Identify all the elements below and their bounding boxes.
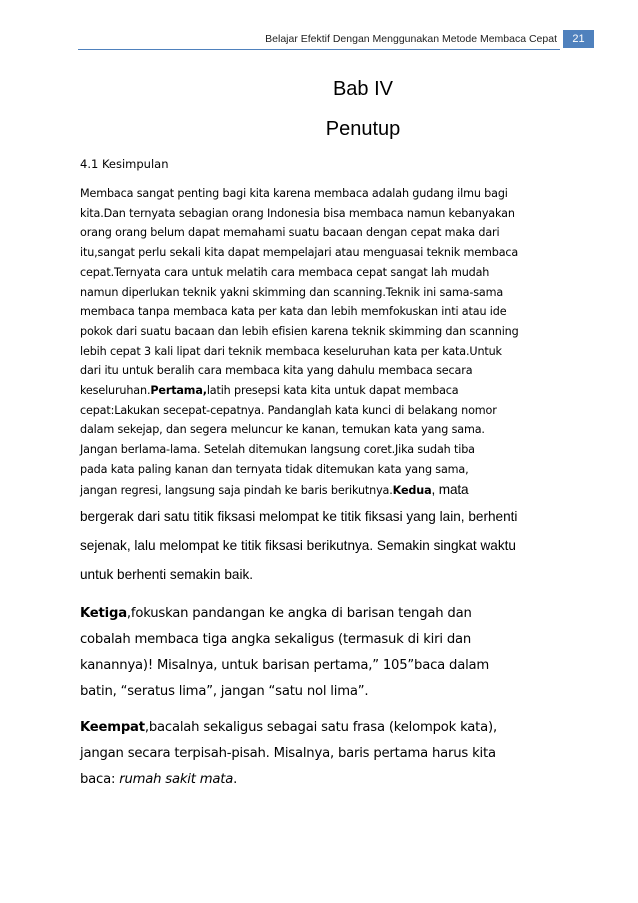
paragraph-text: latih presepsi kata kita untuk dapat membaca cepat:Lakukan secepat-cepatnya. Pandanglah kata kunci di belakang nomor dalam sekejap, dan segera meluncur ke kanan, temukan kata yang sama. Jangan berlama-lama. Setelah ditemukan langsung coret.Jika sudah tiba pada kata paling kanan dan ternyata tidak ditemukan kata yang sama, jangan regresi, langsung saja pindah ke baris berikutnya. [80, 384, 497, 497]
header-divider [78, 49, 560, 50]
page-header [0, 30, 638, 50]
paragraph-text: ,bacalah sekaligus sebagai satu frasa (kelompok kata), jangan secara terpisah-pisah. Misalnya, baris pertama harus kita baca: [80, 720, 497, 788]
paragraph-conclusion [80, 184, 572, 500]
section-heading: 4.1 Kesimpulan [80, 157, 169, 171]
paragraph-end: . [233, 772, 238, 788]
header-title: Belajar Efektif Dengan Menggunakan Metode Membaca Cepat [265, 33, 557, 45]
chapter-title: Penutup [325, 118, 401, 140]
page-number-badge: 21 [563, 30, 594, 48]
italic-example: rumah sakit mata [119, 772, 234, 788]
bold-term-pertama: Pertama, [150, 384, 207, 398]
bold-term-kedua: Kedua [392, 483, 432, 497]
paragraph-kedua: bergerak dari satu titik fiksasi melompat ke titik fiksasi yang lain, berhenti sejenak, lalu melompat ke titik fiksasi berikutnya. Semakin singkat waktu untuk berhenti semakin baik. [80, 509, 518, 583]
bold-term-keempat: Keempat [80, 720, 145, 736]
paragraph-keempat [80, 715, 580, 793]
bold-term-ketiga: Ketiga [80, 606, 127, 622]
paragraph-ketiga [80, 601, 580, 705]
chapter-number: Bab IV [332, 78, 394, 100]
paragraph-text: , mata [431, 481, 469, 497]
paragraph-text: Membaca sangat penting bagi kita karena membaca adalah gudang ilmu bagi kita.Dan ternyata sebagian orang Indonesia bisa membaca namun kebanyakan orang orang belum dapat memahami suatu bacaan dengan cepat maka dari itu,sangat perlu sekali kita dapat mempelajari atau menguasai teknik membaca cepat.Ternyata cara untuk melatih cara membaca cepat sangat lah mudah namun diperlukan teknik yakni skimming dan scanning.Teknik ini sama-sama membaca tanpa membaca kata per kata dan lebih memfokuskan inti atau ide pokok dari suatu bacaan dan lebih efisien karena teknik skimming dan scanning lebih cepat 3 kali lipat dari teknik membaca keseluruhan kata per kata.Untuk dari itu untuk beralih cara membaca kita yang dahulu membaca secara keseluruhan. [80, 187, 519, 398]
page-body [80, 76, 570, 793]
paragraph-text: ,fokuskan pandangan ke angka di barisan tengah dan cobalah membaca tiga angka sekaligus (termasuk di kiri dan kanannya)! Misalnya, untuk barisan pertama,” 105”baca dalam batin, “seratus lima”, jangan “satu nol lima”. [80, 606, 490, 700]
